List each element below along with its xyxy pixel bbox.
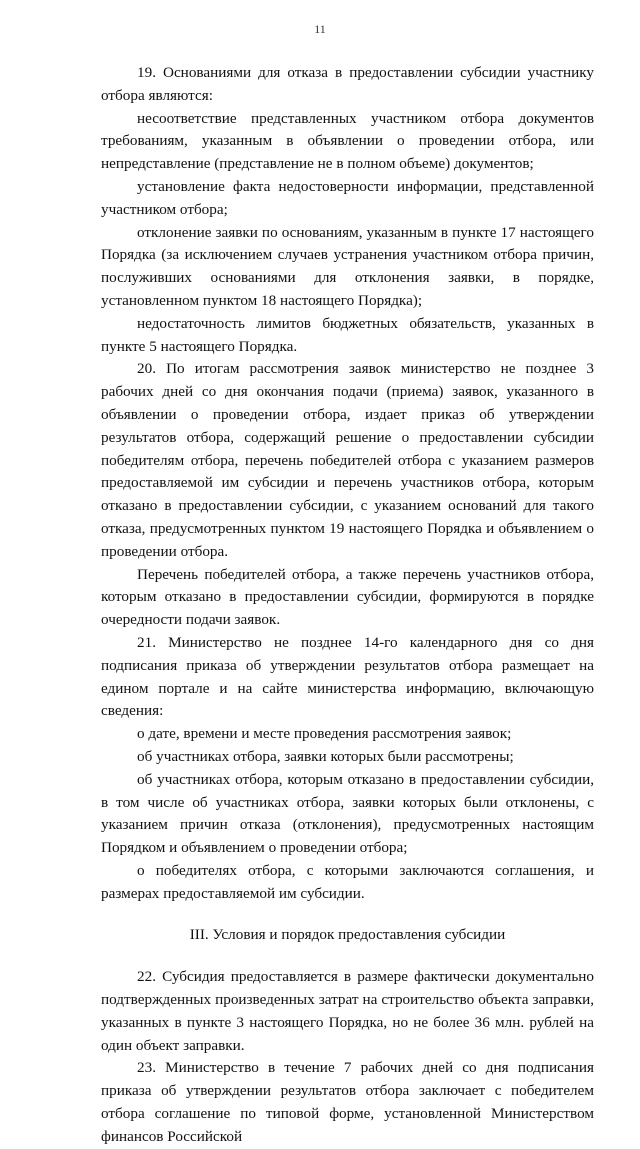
- section-heading: III. Условия и порядок предоставления субсидии: [189, 926, 506, 944]
- paragraph-21-item-1: о дате, времени и месте проведения рассмотрения заявок;: [137, 725, 512, 743]
- paragraph-20-list-note: Перечень победителей отбора, а также перечень участников отбора, которым отказано в предоставлении субсидии, формируются в порядке очередности подачи заявок.: [101, 565, 594, 629]
- page-number: 11: [314, 22, 326, 36]
- paragraph-20: 20. По итогам рассмотрения заявок министерство не позднее 3 рабочих дней со дня окончания подачи (приема) заявок, указанного в объявлении о проведении отбора, издает приказ об утверждении результатов отбора, содержащий решение о предоставлении субсидии победителям отбора, перечень победителей отбора с указанием размеров предоставляемой им субсидии и перечень участников отбора, которым отказано в предоставлении субсидии, с указанием оснований для такого отказа, предусмотренных пунктом 19 настоящего Порядка и объявлением о проведении отбора.: [101, 360, 594, 560]
- paragraph-21-item-3: об участниках отбора, которым отказано в предоставлении субсидии, в том числе об участниках отбора, заявки которых были отклонены, с указанием причин отказа (отклонения), предусмотренных настоящим Порядком и объявлением о проведении отбора;: [101, 770, 594, 857]
- paragraph-19-intro: 19. Основаниями для отказа в предоставлении субсидии участнику отбора являются:: [101, 64, 594, 104]
- document-body: [101, 62, 594, 1149]
- paragraph-19-item-3: отклонение заявки по основаниям, указанным в пункте 17 настоящего Порядка (за исключением случаев устранения участником отбора причин, послуживших основаниями для отклонения заявки, в порядке, установленном пунктом 18 настоящего Порядка);: [101, 223, 594, 309]
- paragraph-21-item-4: о победителях отбора, с которыми заключаются соглашения, и размерах предоставляемой им субсидии.: [101, 861, 594, 902]
- paragraph-19-item-2: установление факта недостоверности информации, представленной участником отбора;: [101, 177, 594, 218]
- paragraph-21-intro: 21. Министерство не позднее 14-го календарного дня со дня подписания приказа об утверждении результатов отбора размещает на едином портале и на сайте министерства информацию, включающую сведения:: [101, 633, 594, 720]
- paragraph-23: 23. Министерство в течение 7 рабочих дней со дня подписания приказа об утверждении результатов отбора заключает с победителем отбора соглашение по типовой форме, установленной Министерством финансов Российской: [101, 1059, 594, 1145]
- paragraph-19-item-4: недостаточность лимитов бюджетных обязательств, указанных в пункте 5 настоящего Порядка.: [101, 314, 594, 355]
- paragraph-21-item-2: об участниках отбора, заявки которых были рассмотрены;: [137, 747, 514, 765]
- paragraph-19-item-1: несоответствие представленных участником отбора документов требованиям, указанным в объявлении о проведении отбора, или непредставление (представление не в полном объеме) документов;: [101, 109, 594, 173]
- paragraph-22: 22. Субсидия предоставляется в размере фактически документально подтвержденных произведенных затрат на строительство объекта заправки, указанных в пункте 3 настоящего Порядка, но не более 36 млн. рублей на один объект заправки.: [101, 968, 594, 1054]
